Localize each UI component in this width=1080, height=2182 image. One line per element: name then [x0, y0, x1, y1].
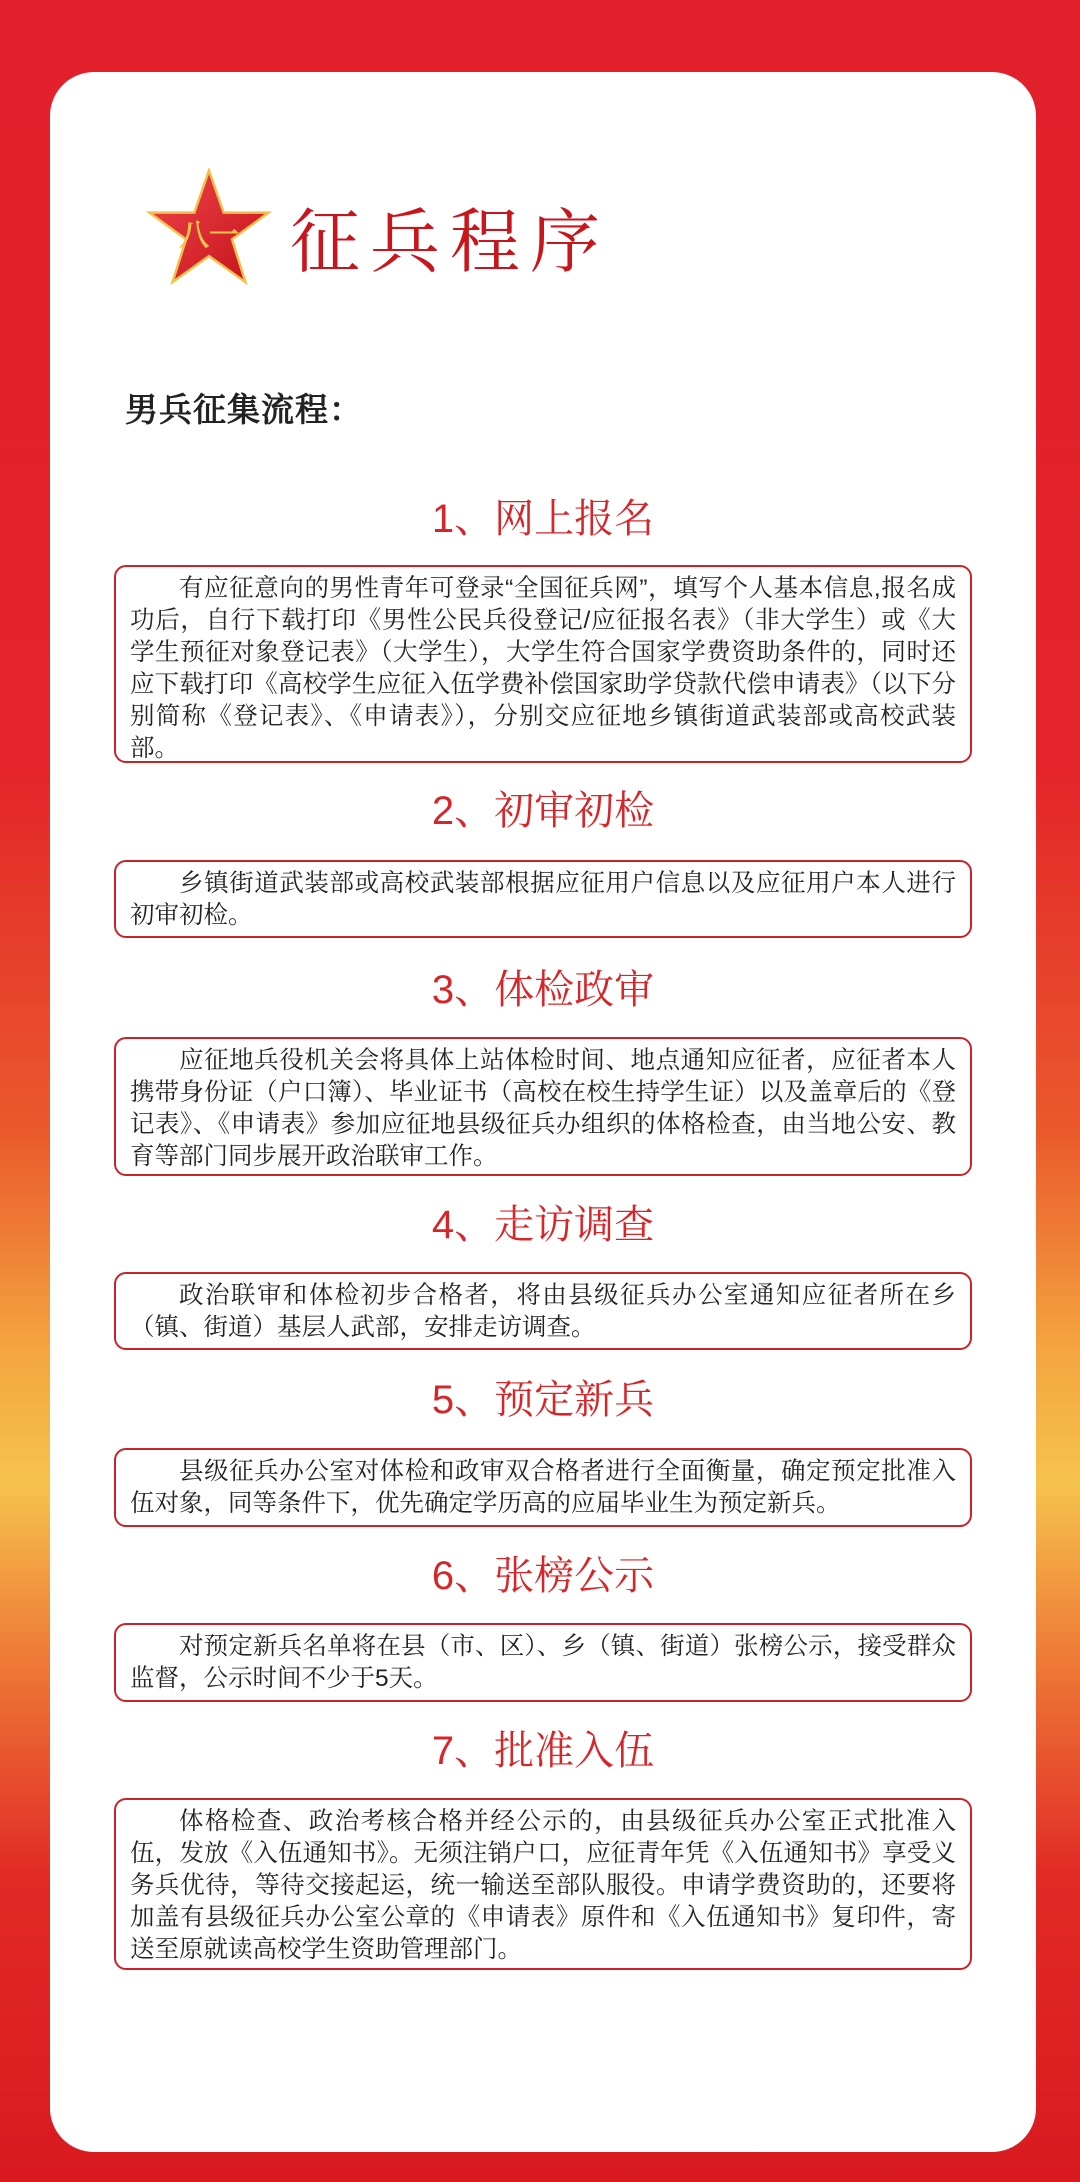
- step-body-box: 体格检查、政治考核合格并经公示的，由县级征兵办公室正式批准入伍，发放《入伍通知书》。无须注销户口，应征青年凭《入伍通知书》享受义务兵优待，等待交接起运，统一输送至部队服役。申请学费资助的，还要将加盖有县级征兵办公室公章的《申请表》原件和《入伍通知书》复印件，寄送至原就读高校学生资助管理部门。: [114, 1798, 972, 1970]
- step-heading: 6、张榜公示: [431, 1554, 655, 1598]
- step-body-box: 乡镇街道武装部或高校武装部根据应征用户信息以及应征用户本人进行初审初检。: [114, 860, 972, 938]
- step-heading: 4、走访调查: [431, 1203, 655, 1247]
- step-heading: 3、体检政审: [431, 968, 655, 1012]
- step-body-box: 对预定新兵名单将在县（市、区）、乡（镇、街道）张榜公示，接受群众监督，公示时间不少于5天。: [114, 1623, 972, 1702]
- step-heading: 7、批准入伍: [431, 1729, 655, 1773]
- step-heading: 2、初审初检: [431, 789, 655, 833]
- step-heading: 1、网上报名: [431, 497, 655, 541]
- svg-text:八一: 八一: [179, 217, 239, 253]
- step-body-box: 有应征意向的男性青年可登录“全国征兵网”，填写个人基本信息,报名成功后，自行下载打印《男性公民兵役登记/应征报名表》（非大学生）或《大学生预征对象登记表》（大学生），大学生符合国家学费资助条件的，同时还应下载打印《高校学生应征入伍学费补偿国家助学贷款代偿申请表》（以下分别简称《登记表》、《申请表》），分别交应征地乡镇街道武装部或高校武装部。: [114, 565, 972, 763]
- step-body-box: 应征地兵役机关会将具体上站体检时间、地点通知应征者，应征者本人携带身份证（户口簿）、毕业证书（高校在校生持学生证）以及盖章后的《登记表》、《申请表》参加应征地县级征兵办组织的体格检查，由当地公安、教育等部门同步展开政治联审工作。: [114, 1037, 972, 1176]
- step-body-box: 县级征兵办公室对体检和政审双合格者进行全面衡量，确定预定批准入伍对象，同等条件下，优先确定学历高的应届毕业生为预定新兵。: [114, 1448, 972, 1527]
- red-star-emblem-icon: [146, 168, 272, 292]
- section-subtitle: 男兵征集流程：: [125, 391, 363, 428]
- step-body-box: 政治联审和体检初步合格者，将由县级征兵办公室通知应征者所在乡（镇、街道）基层人武部，安排走访调查。: [114, 1272, 972, 1350]
- page-title: 征兵程序: [290, 201, 610, 283]
- step-heading: 5、预定新兵: [431, 1378, 655, 1422]
